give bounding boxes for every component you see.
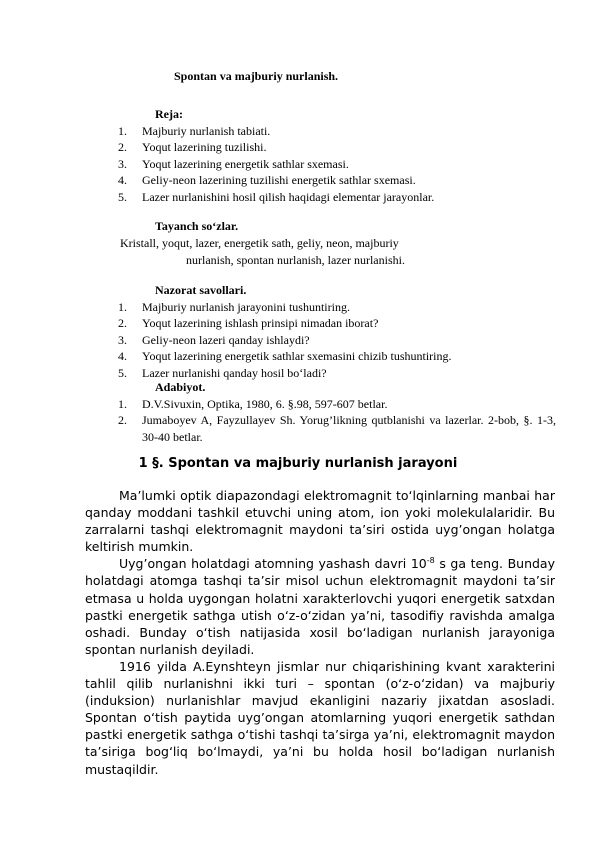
literature-list	[118, 396, 556, 445]
question-text: Yoqut lazerining ishlash prinsipi nimadan iborat?	[142, 316, 379, 331]
literature-number: 1.	[118, 397, 127, 411]
plan-list	[118, 123, 434, 205]
question-item	[118, 365, 452, 381]
plan-item-text: Yoqut lazerining energetik sathlar sxemasi.	[142, 156, 349, 171]
plan-item-number: 1.	[118, 124, 127, 138]
question-text: Lazer nurlanishi qanday hosil bo‘ladi?	[142, 365, 327, 380]
literature-heading: Adabiyot.	[155, 380, 206, 394]
section-body	[85, 487, 555, 778]
question-number: 4.	[118, 349, 127, 364]
plan-item	[118, 123, 434, 139]
exponent: -8	[426, 556, 435, 566]
paragraph-text: Uyg’ongan holatdagi atomning yashash davri 10	[119, 556, 427, 572]
question-text: Majburiy nurlanish jarayonini tushuntiring.	[142, 300, 350, 314]
document-title: Spontan va majburiy nurlanish.	[174, 69, 339, 83]
literature-text: Jumaboyev A, Fayzullayev Sh. Yorug’likning qutblanishi va lazerlar. 2-bob, §. 1-3, 30-40 betlar.	[142, 413, 556, 444]
plan-item-number: 4.	[118, 173, 127, 188]
paragraph	[85, 555, 555, 658]
question-item	[118, 332, 452, 348]
section-heading: 1 §. Spontan va majburiy nurlanish jarayoni	[138, 456, 458, 471]
literature-item	[118, 412, 556, 445]
question-text: Yoqut lazerining energetik sathlar sxemasini chizib tushuntiring.	[142, 349, 452, 364]
plan-item	[118, 139, 434, 155]
question-item	[118, 315, 452, 331]
plan-item-number: 2.	[118, 140, 127, 155]
keywords-heading: Tayanch so‘zlar.	[155, 219, 239, 233]
questions-heading: Nazorat savollari.	[155, 283, 247, 297]
paragraph: 1916 yilda A.Eynshteyn jismlar nur chiqarishining kvant xarakterini tahlil qilib nurlanishni ikki turi – spontan (o‘z-o‘zidan) va majburiy (induksion) nurlanishlar mavjud ekanligini nazariy jixatdan asosladi. Spontan o‘tish paytida uyg’ongan atomlarning yuqori energetik sathdan pastki energetik sathga o‘tishi tashqi ta’sirga ya’ni, elektromagnit maydon ta’siriga bog‘liq bo‘lmaydi, ya’ni bu holda hosil bo‘ladigan nurlanish mustaqildir.	[85, 658, 555, 777]
plan-item-text: Yoqut lazerining tuzilishi.	[142, 140, 267, 155]
question-number: 1.	[118, 300, 127, 314]
keywords-line-1: Kristall, yoqut, lazer, energetik sath, geliy, neon, majburiy	[120, 236, 399, 250]
plan-heading: Reja:	[155, 107, 183, 121]
literature-number: 2.	[118, 413, 127, 428]
question-number: 5.	[118, 365, 127, 380]
plan-item-number: 3.	[118, 156, 127, 171]
plan-item	[118, 172, 434, 188]
plan-item-text: Geliy-neon lazerining tuzilishi energetik sathlar sxemasi.	[142, 173, 416, 188]
question-item	[118, 348, 452, 364]
question-item	[118, 299, 452, 315]
literature-text: D.V.Sivuxin, Optika, 1980, 6. §.98, 597-607 betlar.	[142, 397, 388, 411]
plan-item	[118, 189, 434, 205]
plan-item-number: 5.	[118, 189, 127, 204]
question-text: Geliy-neon lazeri qanday ishlaydi?	[142, 332, 310, 347]
plan-item	[118, 156, 434, 172]
question-number: 3.	[118, 332, 127, 347]
literature-item	[118, 396, 556, 412]
question-number: 2.	[118, 316, 127, 331]
paragraph: Ma’lumki optik diapazondagi elektromagnit to‘lqinlarning manbai har qanday moddani tashkil etuvchi uning atom, ion yoki molekulalaridir. Bu zarralarni tashqi elektromagnit maydoni ta’siri ostida uyg’ongan holatga keltirish mumkin.	[85, 488, 555, 555]
plan-item-text: Majburiy nurlanish tabiati.	[142, 124, 271, 138]
keywords-line-2: nurlanish, spontan nurlanish, lazer nurlanishi.	[186, 253, 405, 267]
paragraph-text: s ga teng. Bunday holatdagi atomga tashqi ta’sir misol uchun elektromagnit maydoni ta’sir etmasa u holda uygongan holatni xarakterlovchi yuqori energetik satxdan pastki energetik sathga utish o‘z-o‘zidan ya’ni, tasodifiy ravishda amalga oshadi. Bunday o‘tish natijasida xosil bo‘ladigan nurlanish jarayoniga spontan nurlanish deyiladi.	[85, 556, 555, 657]
questions-list	[118, 299, 452, 381]
plan-item-text: Lazer nurlanishini hosil qilish haqidagi elementar jarayonlar.	[142, 189, 435, 204]
